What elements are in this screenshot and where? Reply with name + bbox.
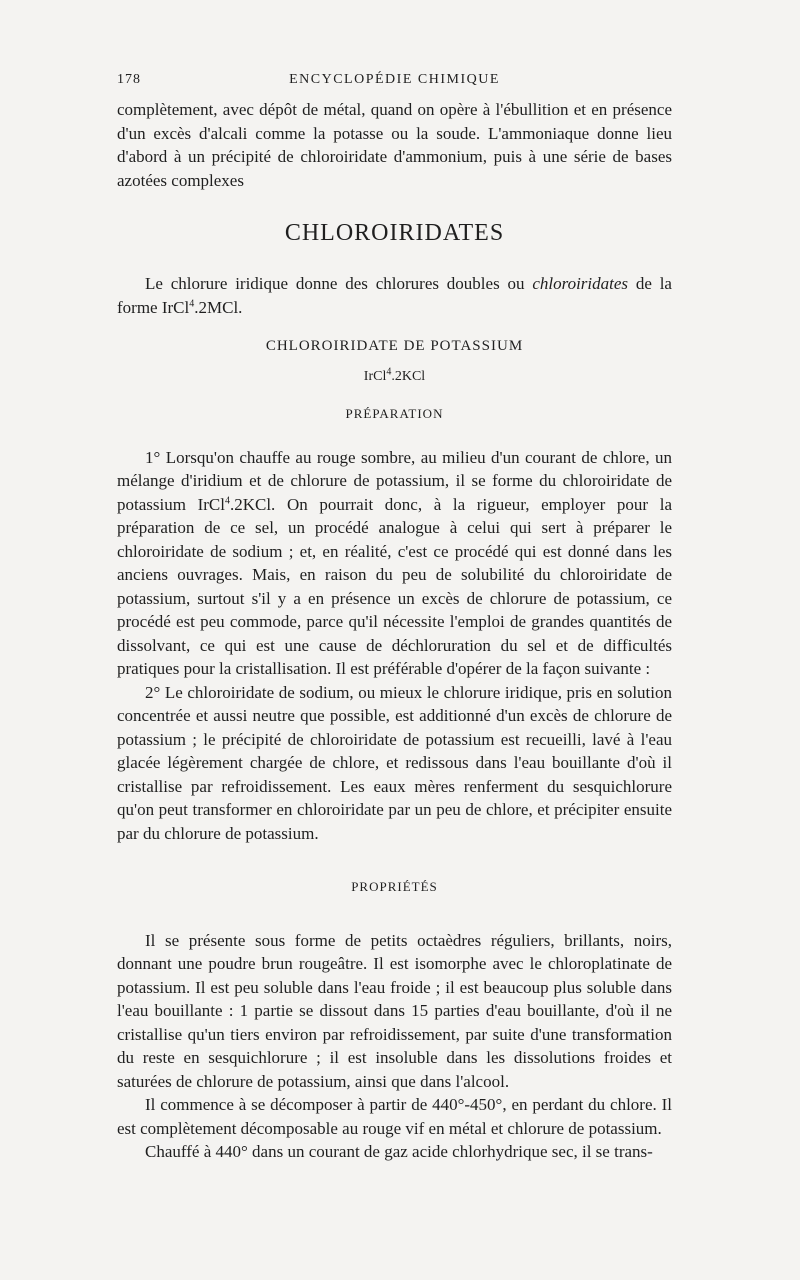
italic-term: chloroiridates <box>532 274 629 293</box>
page-number: 178 <box>117 72 141 87</box>
preparation-paragraph-2: 2° Le chloroiridate de sodium, ou mieux le chlorure iridique, pris en solution concentrée et aussi neutre que possible, est additionné d'un excès de chlorure de potassium ; le précipité de chloroiridate de potassium est recueilli, lavé à l'eau glacée légèrement chargée de chlore, et redissous dans l'eau bouillante d'où il cristallise par refroidissement. Les eaux mères renferment du sesquichlorure qu'on peut transformer en chloroiridate par un peu de chlore, et précipiter ensuite par du chlorure de potassium. <box>117 682 672 843</box>
intro-paragraph: complètement, avec dépôt de métal, quand on opère à l'ébullition et en présence d'un excès d'alcali comme la potasse ou la soude. L'ammoniaque donne lieu d'abord à un précipité de chloroiridate d'ammonium, puis à une série de bases azotées complexes <box>117 100 672 190</box>
preparation-paragraph-1: 1° Lorsqu'on chauffe au rouge sombre, au milieu d'un courant de chlore, un mélange d'iridium et de chlorure de potassium, il se forme du chloroiridate de potassium IrCl$^4$.2KCl. On pourrait donc, à la rigueur, employer pour la préparation de ce sel, un procédé analogue à celui qui sert à préparer le chloroiridate de sodium ; et, en réalité, c'est ce procédé qui est donné dans les anciens ouvrages. Mais, en raison du peu de solubilité du chloroiridate de potassium, surtout s'il y a en présence un excès de chlorure de potassium, ce procédé est peu commode, parce qu'il nécessite l'emploi de grandes quantités de dissolvant, ce qui est une cause de déchloruration du sel et de difficultés pratiques pour la cristallisation. Il est préférable d'opérer de la façon suivante : <box>117 447 672 678</box>
properties-paragraph-2: Il commence à se décomposer à partir de 440°-450°, en perdant du chlore. Il est complètement décomposable au rouge vif en métal et chlorure de potassium. <box>117 1095 672 1138</box>
subsection-title: CHLOROIRIDATE DE POTASSIUM <box>265 338 524 354</box>
chemical-formula: IrCl$^4$.2KCl <box>363 365 426 384</box>
page-content <box>117 98 672 1164</box>
properties-paragraph-3: Chauffé à 440° dans un courant de gaz acide chlorhydrique sec, il se trans- <box>145 1142 653 1161</box>
section-title: CHLOROIRIDATES <box>284 220 505 246</box>
preparation-heading: PRÉPARATION <box>345 406 444 421</box>
properties-paragraph-1: Il se présente sous forme de petits octaèdres réguliers, brillants, noirs, donnant une poudre brun rougeâtre. Il est isomorphe avec le chloroplatinate de potassium. Il est peu soluble dans l'eau froide ; il est beaucoup plus soluble dans l'eau bouillante : 1 partie se dissout dans 15 parties d'eau bouillante, d'où il ne cristallise qu'un tiers environ par refroidissement, par suite d'une transformation du reste en sesquichlorure ; il est insoluble dans les dissolutions froides et saturées de chlorure de potassium, ainsi que dans l'alcool. <box>117 930 672 1091</box>
section-intro-paragraph: Le chlorure iridique donne des chlorures doubles ou chloroiridates de la forme IrCl$^4$.2MCl. <box>117 274 672 317</box>
properties-heading: PROPRIÉTÉS <box>351 879 438 894</box>
running-head <box>117 72 672 94</box>
header-title: ENCYCLOPÉDIE CHIMIQUE <box>289 72 500 87</box>
